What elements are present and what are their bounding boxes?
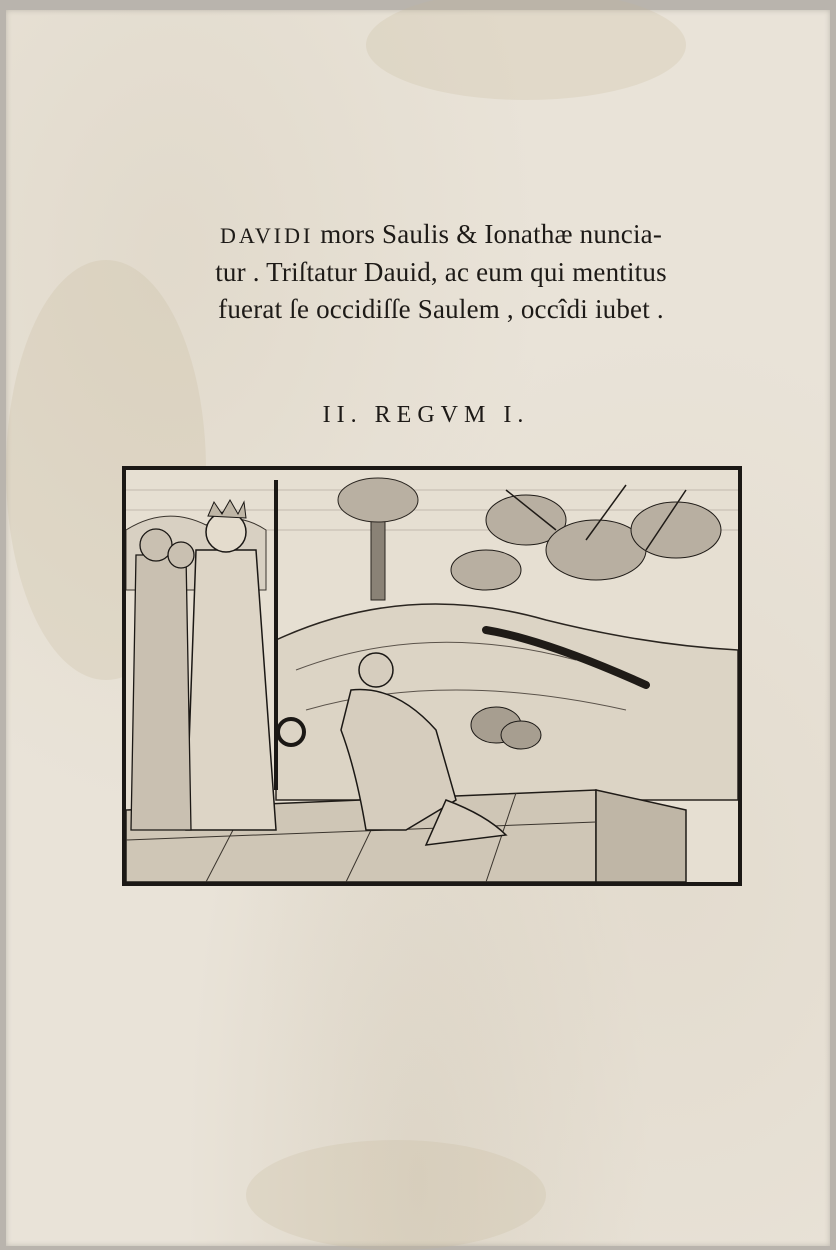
page-caption (126, 216, 756, 328)
woodcut-illustration (122, 466, 742, 886)
caption-name: DAVIDI (219, 223, 314, 248)
caption-line-3: fuerat ſe occidiſſe Saulem , occîdi iubet . (218, 294, 664, 324)
caption-line-2: tur . Triſtatur Dauid, ac eum qui mentitus (215, 257, 667, 287)
page-heading: II. REGVM I. (322, 402, 530, 428)
caption-line-1 (126, 216, 756, 254)
caption-line-1-text: mors Saulis & Ionathæ nuncia- (313, 219, 663, 249)
water-stain (366, 0, 686, 100)
water-stain (246, 1140, 546, 1250)
woodcut-drawing (126, 470, 738, 882)
